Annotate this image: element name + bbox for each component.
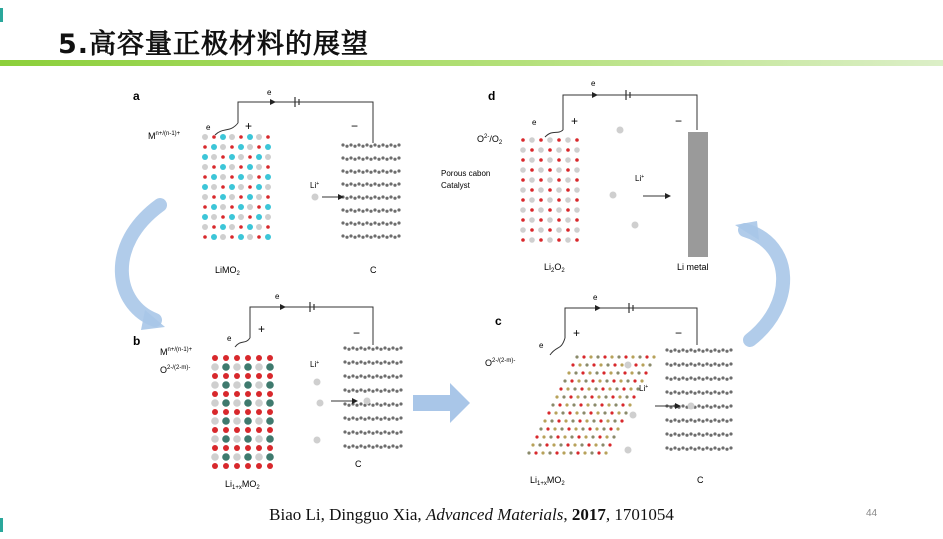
panel-d-catalyst-label: Catalyst <box>441 181 470 190</box>
panel-c-plus: + <box>573 326 581 340</box>
panel-d-redox-label: $O^{2-}/O_2$ <box>477 134 503 146</box>
panel-b-electron-top: e <box>275 292 280 301</box>
panel-c-anode-label: C <box>697 475 704 485</box>
panel-b-minus: − <box>353 326 361 340</box>
citation <box>0 505 943 525</box>
panel-b-li-ion: Li+ <box>310 360 320 369</box>
arrow-b-to-c <box>413 383 470 423</box>
panel-a-anode-label: C <box>370 265 377 275</box>
panel-d-electron: e <box>532 118 537 127</box>
panel-a-electron: e <box>206 123 211 132</box>
panel-b-cathode-label: $Li_{1+x}MO_2$ <box>225 479 260 491</box>
panel-b-anode-label: C <box>355 459 362 469</box>
panel-b-cation-label: $M^{n+/(n-1)+}$ <box>160 347 193 357</box>
panel-d-anode-label: Li metal <box>677 262 709 272</box>
panel-c <box>485 293 733 487</box>
citation-year: 2017 <box>571 505 606 524</box>
panel-b-electron: e <box>227 334 232 343</box>
li-metal-anode <box>688 132 708 257</box>
slide-title: 5.高容量正极材料的展望 <box>58 29 370 60</box>
panel-d-porous-label: Porous cabon <box>441 169 491 178</box>
panel-d-electron-top: e <box>591 79 596 88</box>
panel-c-anode-layers <box>665 348 732 450</box>
panel-d-cathode-lattice <box>520 137 580 243</box>
panel-c-letter: c <box>495 314 502 328</box>
left-accent-top <box>0 8 3 22</box>
panel-b-letter: b <box>133 334 141 348</box>
panel-a-cation-label: $M^{n+/(n-1)+}$ <box>148 131 181 141</box>
panel-c-cathode-lattice <box>527 355 655 454</box>
panel-a-cathode-lattice <box>202 134 271 240</box>
citation-journal: Advanced Materials <box>425 505 564 524</box>
panel-a-letter: a <box>133 89 140 103</box>
panel-a-cathode-label: LiMO$_2$ <box>215 265 240 277</box>
citation-article: , 1701054 <box>605 505 674 524</box>
panel-d-plus: + <box>571 114 579 128</box>
panel-c-electron-top: e <box>593 293 598 302</box>
panel-d-minus: − <box>675 114 683 128</box>
panel-d-cathode-label: $Li_2O_2$ <box>544 262 565 274</box>
panel-a <box>133 88 401 277</box>
panel-c-minus: − <box>675 326 683 340</box>
panel-a-anode-layers <box>341 143 400 238</box>
panel-c-electron: e <box>539 341 544 350</box>
panel-b-anode-layers <box>343 346 402 448</box>
panel-a-plus: + <box>245 119 253 133</box>
panel-b-cathode-lattice <box>211 355 274 469</box>
panel-d <box>441 79 709 274</box>
panel-a-li-ion: Li+ <box>310 181 320 190</box>
panel-c-anion-label: $O^{2-/(2-m)-}$ <box>485 358 516 368</box>
panel-b-anion-label: $O^{2-/(2-m)-}$ <box>160 365 191 375</box>
panel-b <box>133 292 403 491</box>
panel-c-cathode-label: $Li_{1+x}MO_2$ <box>530 475 565 487</box>
panel-b-plus: + <box>258 322 266 336</box>
battery-mechanism-figure <box>105 75 805 505</box>
citation-separator: , <box>563 505 572 524</box>
citation-authors: Biao Li, Dingguo Xia, <box>269 505 426 524</box>
title-underline <box>0 60 943 66</box>
panel-a-minus: − <box>351 119 359 133</box>
panel-d-li-ion: Li+ <box>635 174 645 183</box>
curved-arrow-c-to-d <box>745 230 783 340</box>
curved-arrow-a-to-b <box>122 205 160 320</box>
panel-d-letter: d <box>488 89 496 103</box>
panel-a-electron-top: e <box>267 88 272 97</box>
panel-c-li-ion: Li+ <box>639 384 649 393</box>
page-number: 44 <box>866 508 878 519</box>
